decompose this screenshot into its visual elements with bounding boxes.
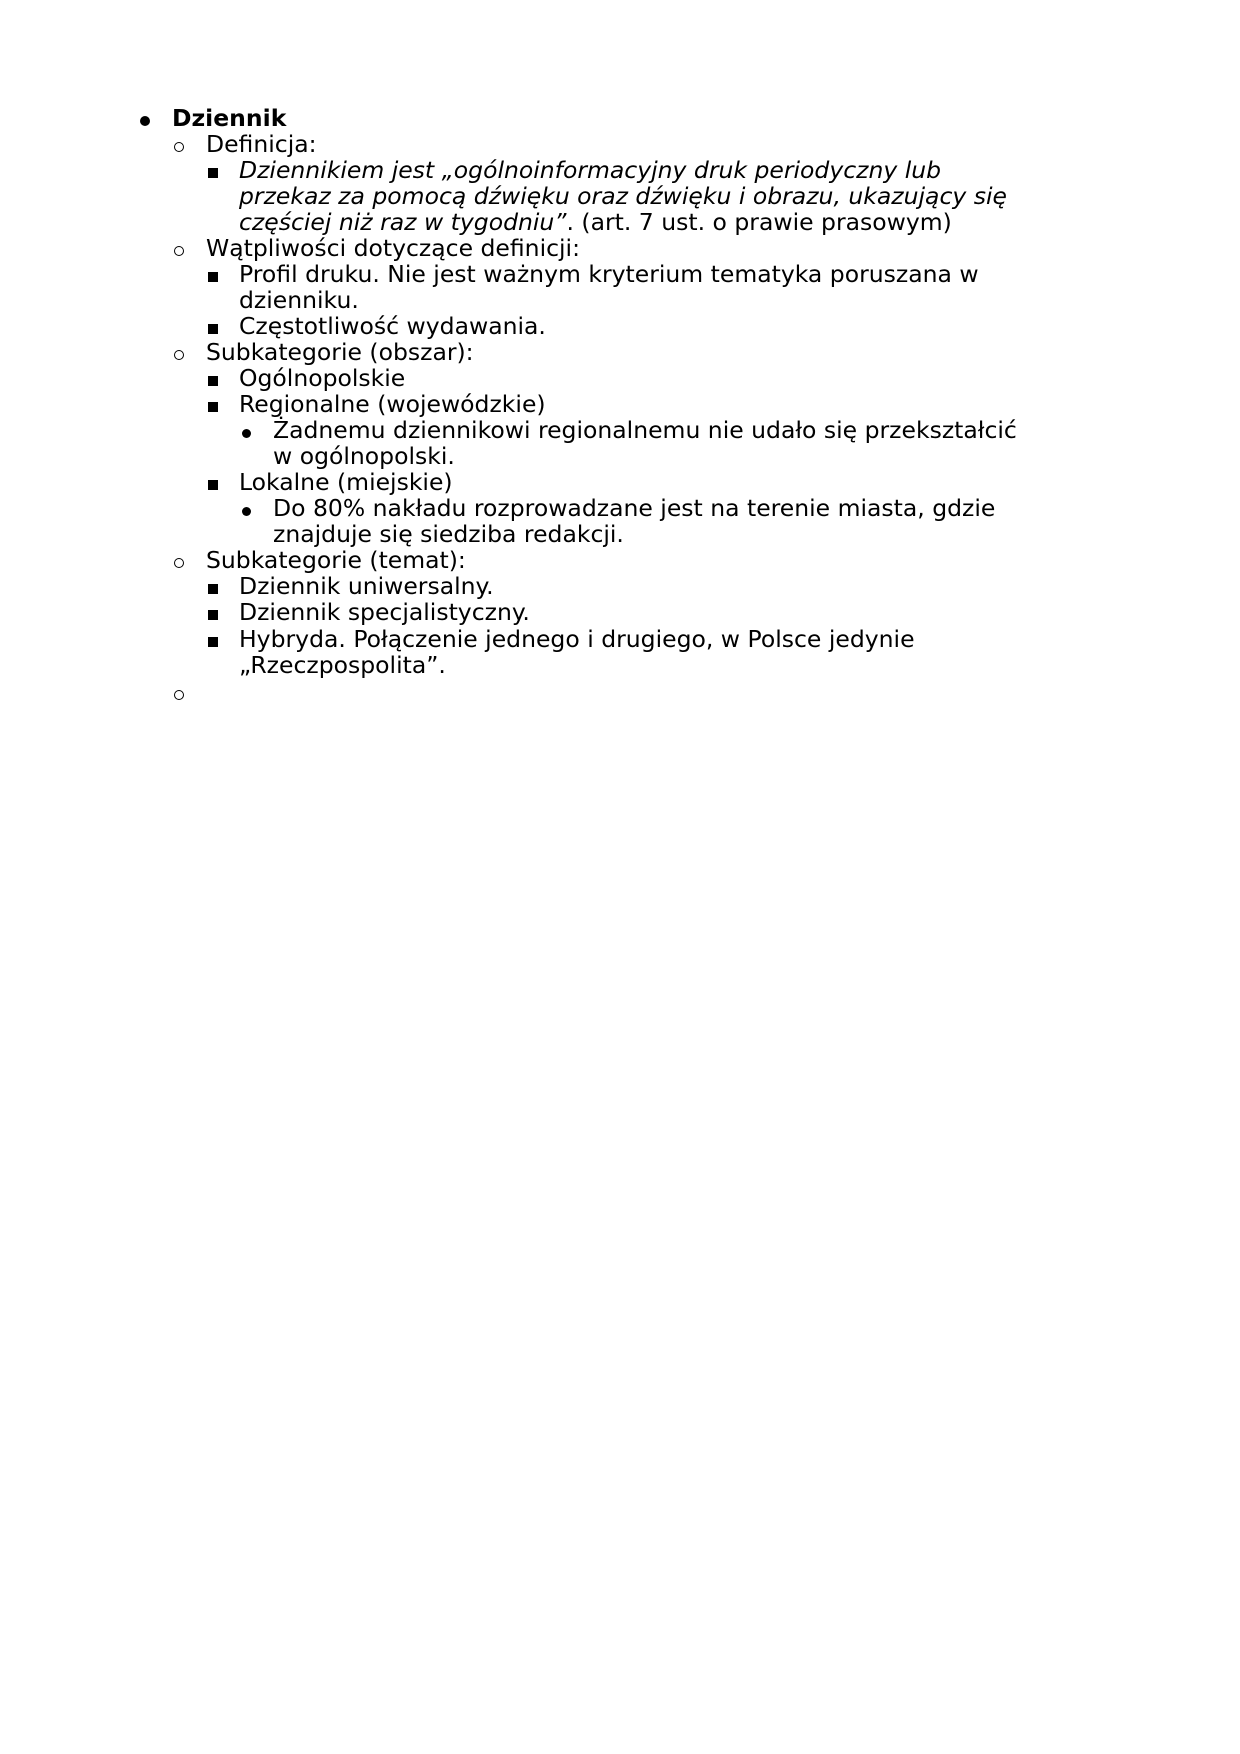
watpliwosci-item2: Częstotliwość wydawania. [239,312,546,340]
watpliwosci-label: Wątpliwości dotyczące definicji: [206,234,581,262]
bullet-square [208,324,218,334]
definicja-label: Definicja: [206,130,317,158]
bullet-square [208,610,218,620]
obszar-label: Subkategorie (obszar): [206,338,474,366]
temat-item3-line2: „Rzeczpospolita”. [239,651,446,679]
bullet-open-circle [174,350,184,360]
watpliwosci-item1-line2: dzienniku. [239,286,359,314]
bullet-square [208,584,218,594]
bullet-open-circle [174,246,184,256]
obszar-item3: Lokalne (miejskie) [239,468,453,496]
temat-item1: Dziennik uniwersalny. [239,572,494,600]
obszar-item2-sub-line2: w ogólnopolski. [273,442,455,470]
bullet-small-circle [242,429,251,438]
obszar-item2-sub-line1: Żadnemu dziennikowi regionalnemu nie udało się przekształcić [273,416,1017,444]
obszar-item2: Regionalne (wojewódzkie) [239,390,546,418]
obszar-item3-sub-line2: znajduje się siedziba redakcji. [273,520,624,548]
bullet-square [208,480,218,490]
obszar-item3-sub-line1: Do 80% nakładu rozprowadzane jest na terenie miasta, gdzie [273,494,996,522]
bullet-square [208,168,218,178]
definition-quote-line1: Dziennikiem jest „ogólnoinformacyjny druk periodyczny lub [239,156,942,184]
bullet-small-circle [242,507,251,516]
bullet-square [208,272,218,282]
obszar-item1: Ogólnopolskie [239,364,406,392]
temat-item2: Dziennik specjalistyczny. [239,598,530,626]
definition-quote-end: częściej niż raz w tygodniu” [239,208,567,236]
temat-label: Subkategorie (temat): [206,546,466,574]
temat-item3-line1: Hybryda. Połączenie jednego i drugiego, w Polsce jedynie [239,625,915,653]
bullet-square [208,376,218,386]
watpliwosci-item1-line1: Profil druku. Nie jest ważnym kryterium tematyka poruszana w [239,260,979,288]
heading-dziennik: Dziennik [172,104,287,132]
bullet-square [208,402,218,412]
bullet-filled-circle [140,116,150,126]
bullet-square [208,637,218,647]
bullet-open-circle [174,558,184,568]
definition-citation: . (art. 7 ust. o prawie prasowym) [566,208,952,236]
bullet-open-circle [174,142,184,152]
definition-quote-line3 [239,208,952,237]
definition-quote-line2: przekaz za pomocą dźwięku oraz dźwięku i obrazu, ukazujący się [239,182,1007,210]
bullet-open-circle-empty [174,690,184,700]
